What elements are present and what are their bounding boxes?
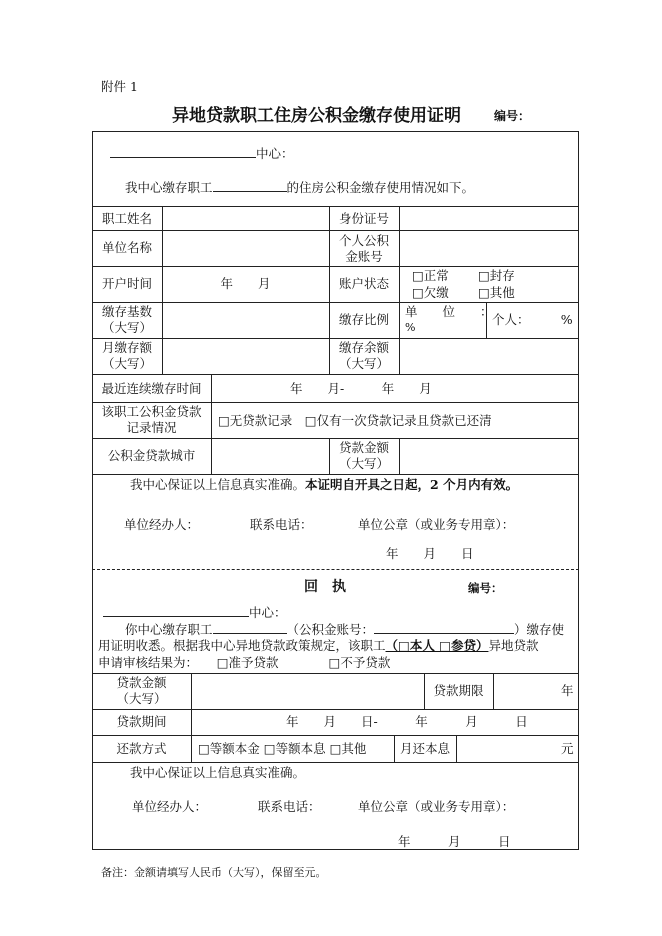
receipt-handler-label: 单位经办人： xyxy=(132,799,208,814)
cut-line xyxy=(92,569,579,570)
personal-ratio-field[interactable]: 个人： % xyxy=(492,312,573,327)
label-account-line1: 个人公积 xyxy=(338,233,389,248)
loan-city-field[interactable] xyxy=(212,439,329,474)
guarantee-text: 我中心保证以上信息真实准确。 xyxy=(130,477,306,492)
receipt-period-field[interactable]: 年 月 日- 年 月 日 xyxy=(286,714,528,729)
open-time-field[interactable]: 年 月 xyxy=(220,276,271,291)
guarantee-statement xyxy=(130,477,518,492)
center-name-blank[interactable] xyxy=(110,145,256,158)
receipt-loan-amount-field[interactable] xyxy=(192,674,424,709)
issue-date: 年 月 日 xyxy=(386,546,474,561)
label-loan-amount-line2: （大写） xyxy=(338,456,389,471)
label-loan-city: 公积金贷款城市 xyxy=(107,448,196,463)
label-id-number: 身份证号 xyxy=(338,211,389,226)
label-balance-line2: （大写） xyxy=(338,356,389,371)
label-employee-name: 职工姓名 xyxy=(101,211,152,226)
unit-ratio-percent: % xyxy=(405,321,416,334)
attachment-label: 附件 1 xyxy=(101,79,138,94)
monthly-deposit-field[interactable] xyxy=(163,339,329,374)
label-loan-amount-line1: 贷款金额 xyxy=(338,440,389,455)
handler-label: 单位经办人： xyxy=(124,517,200,532)
label-base-line2: （大写） xyxy=(101,320,152,335)
label-deposit-ratio: 缴存比例 xyxy=(338,312,389,327)
employee-name-field[interactable] xyxy=(163,207,329,230)
intro-suffix: 的住房公积金缴存使用情况如下。 xyxy=(286,180,475,195)
label-monthly-line1: 月缴存额 xyxy=(101,340,152,355)
receipt-date: 年 月 日 xyxy=(398,834,511,849)
receipt-review-result[interactable]: 申请审核结果为： □准予贷款 □不予贷款 xyxy=(98,655,391,670)
loan-amount-field[interactable] xyxy=(400,439,578,474)
receipt-label-term: 贷款期限 xyxy=(433,683,484,698)
status-option-other[interactable]: □其他 xyxy=(478,285,515,300)
number-label: 编号： xyxy=(494,109,531,123)
receipt-label-repay: 还款方式 xyxy=(116,741,167,756)
label-account-line2: 金账号 xyxy=(345,249,383,264)
status-option-arrears[interactable]: □欠缴 xyxy=(412,285,449,300)
recent-deposit-field[interactable]: 年 月- 年 月 xyxy=(290,381,432,396)
validity-text: 本证明自开具之日起，2 个月内有效。 xyxy=(305,477,519,492)
receipt-center-line[interactable] xyxy=(103,604,287,620)
receipt-label-amount-line2: （大写） xyxy=(116,691,167,706)
receipt-seal-label: 单位公章（或业务专用章）： xyxy=(358,799,515,814)
receipt-title: 回 执 xyxy=(304,579,346,595)
label-open-time: 开户时间 xyxy=(101,276,152,291)
label-monthly-line2: （大写） xyxy=(101,356,152,371)
id-number-field[interactable] xyxy=(400,207,578,230)
unit-ratio-label[interactable]: 单 位 ： xyxy=(405,304,493,319)
loan-record-options[interactable]: □无贷款记录 □仅有一次贷款记录且贷款已还清 xyxy=(218,413,492,428)
receipt-center-blank[interactable] xyxy=(103,604,249,617)
receipt-center-suffix: 中心： xyxy=(249,605,287,620)
employee-name-blank[interactable] xyxy=(213,179,287,192)
receipt-label-amount-line1: 贷款金额 xyxy=(116,675,167,690)
receipt-line2-a: 用证明收悉。根据我中心异地贷款政策规定，该职工 xyxy=(98,638,386,653)
receipt-guarantee: 我中心保证以上信息真实准确。 xyxy=(130,765,306,780)
intro-prefix: 我中心缴存职工 xyxy=(125,180,213,195)
seal-label: 单位公章（或业务专用章）： xyxy=(358,517,515,532)
receipt-label-period: 贷款期间 xyxy=(116,714,167,729)
center-name-line[interactable] xyxy=(110,145,294,161)
receipt-repay-options[interactable]: □等额本金 □等额本息 □其他 xyxy=(198,741,367,756)
status-option-sealed[interactable]: □封存 xyxy=(478,268,515,283)
receipt-monthly-field[interactable]: 元 xyxy=(561,741,574,756)
receipt-number-label: 编号： xyxy=(468,581,503,595)
label-loan-record-line2: 记录情况 xyxy=(126,420,177,435)
label-employer: 单位名称 xyxy=(101,240,152,255)
receipt-line2 xyxy=(98,638,539,653)
label-account-status: 账户状态 xyxy=(338,276,389,291)
receipt-line1 xyxy=(125,621,564,637)
intro-line xyxy=(125,179,474,195)
status-option-normal[interactable]: □正常 xyxy=(412,268,449,283)
label-base-line1: 缴存基数 xyxy=(101,304,152,319)
employer-field[interactable] xyxy=(163,231,329,266)
footnote: 备注：金额请填写人民币（大写），保留至元。 xyxy=(101,866,327,879)
label-loan-record-line1: 该职工公积金贷款 xyxy=(101,404,202,419)
phone-label: 联系电话： xyxy=(250,517,313,532)
deposit-base-field[interactable] xyxy=(163,303,329,338)
receipt-line1-b: （公积金账号： xyxy=(286,622,375,637)
label-balance-line1: 缴存余额 xyxy=(338,340,389,355)
account-number-field[interactable] xyxy=(400,231,578,266)
receipt-account-blank[interactable] xyxy=(374,621,514,634)
receipt-phone-label: 联系电话： xyxy=(258,799,321,814)
balance-field[interactable] xyxy=(400,339,578,374)
receipt-employee-blank[interactable] xyxy=(213,621,287,634)
receipt-term-field[interactable]: 年 xyxy=(561,683,574,698)
receipt-line1-a: 你中心缴存职工 xyxy=(125,622,213,637)
receipt-line1-c: ）缴存使 xyxy=(514,622,565,637)
label-recent-deposit: 最近连续缴存时间 xyxy=(101,381,202,396)
center-suffix: 中心： xyxy=(256,146,294,161)
receipt-label-monthly: 月还本息 xyxy=(399,741,450,756)
receipt-line2-c: 异地贷款 xyxy=(488,638,539,653)
receipt-applicant-type[interactable]: （□本人 □参贷） xyxy=(385,638,489,653)
document-title: 异地贷款职工住房公积金缴存使用证明 xyxy=(172,106,461,126)
